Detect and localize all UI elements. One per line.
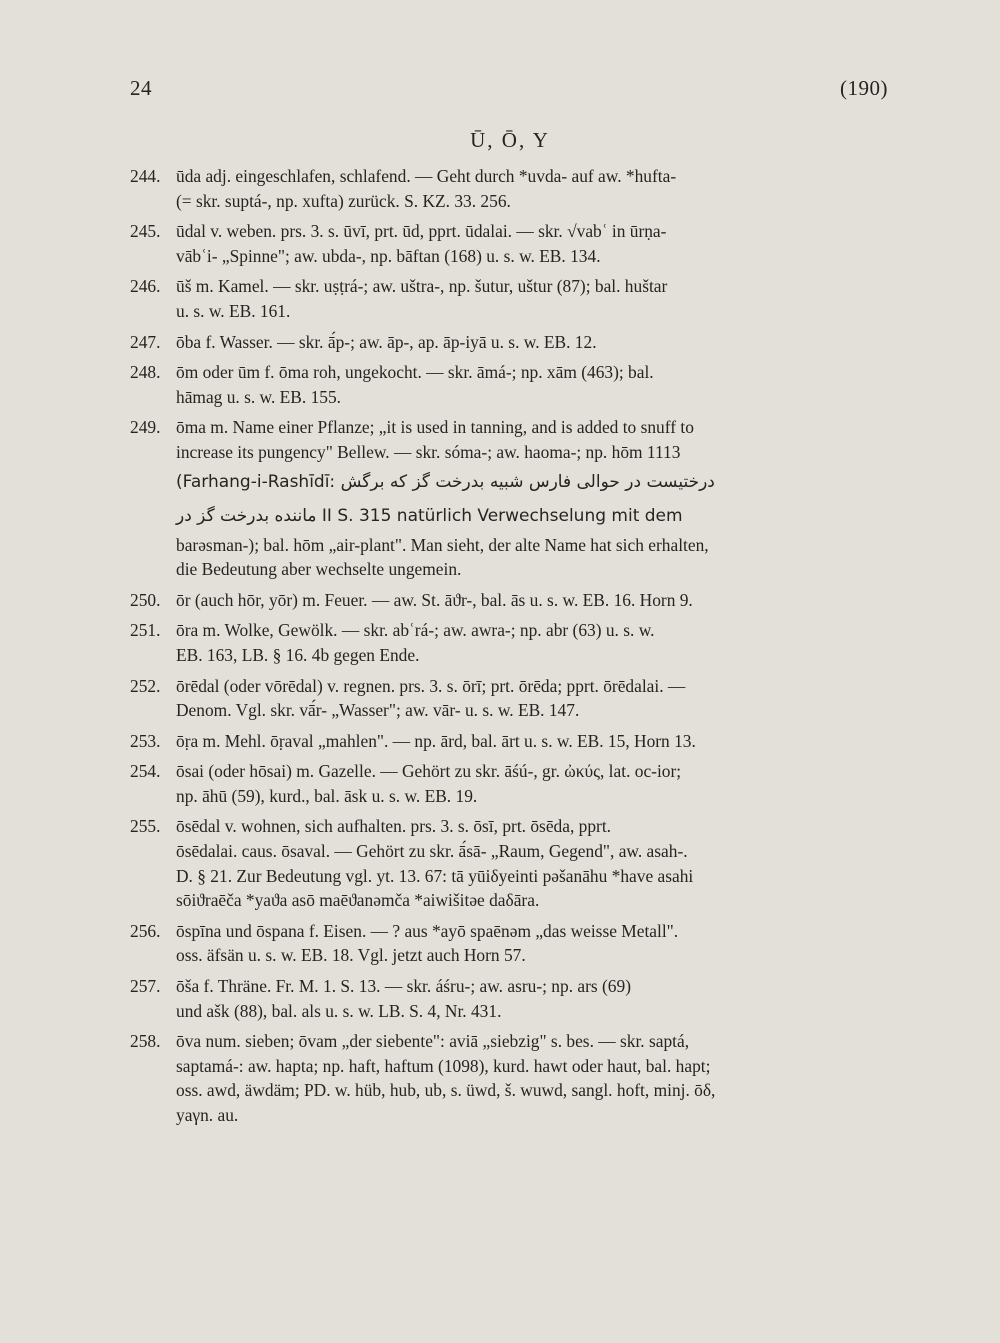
section-heading: Ū, Ō, Y	[470, 128, 550, 152]
entry-line: ōra m. Wolke, Gewölk. — skr. abʿrá-; aw. awra-; np. abr (63) u. s. w.	[176, 620, 655, 641]
entry-number: 249.	[130, 417, 161, 438]
entry-line: ōma m. Name einer Pflanze; „it is used in tanning, and is added to snuff to	[176, 417, 694, 438]
entry-line: increase its pungency" Bellew. — skr. sóma-; aw. haoma-; np. hōm 1113	[176, 441, 681, 462]
entry-line: ōva num. sieben; ōvam „der siebente": aviā „siebzig" s. bes. — skr. saptá,	[176, 1031, 690, 1052]
entry-line: ōm oder ūm f. ōma roh, ungekocht. — skr. āmá-; np. xām (463); bal.	[176, 362, 654, 383]
entry-line: ōrēdal (oder vōrēdal) v. regnen. prs. 3. s. ōrī; prt. ōrēda; pprt. ōrēdalai. —	[176, 675, 686, 696]
entry-line: ōspīna und ōspana f. Eisen. — ? aus *ayō spaēnəm „das weisse Metall".	[176, 920, 679, 941]
entry-number: 251.	[130, 620, 161, 641]
entry-245	[130, 219, 890, 268]
entry-line: und ašk (88), bal. als u. s. w. LB. S. 4, Nr. 431.	[176, 1000, 502, 1021]
entry-line: ōsai (oder hōsai) m. Gazelle. — Gehört zu skr. āśú-, gr. ὠκύς, lat. oc-ior;	[176, 761, 682, 782]
entry-255	[130, 814, 890, 912]
entry-line: ūda adj. eingeschlafen, schlafend. — Geht durch *uvda- auf aw. *hufta-	[176, 166, 677, 186]
entry-line: vābʿi- „Spinne"; aw. ubda-, np. bāftan (168) u. s. w. EB. 134.	[176, 245, 601, 266]
entry-line: ōr (auch hōr, yōr) m. Feuer. — aw. St. āϑr-, bal. ās u. s. w. EB. 16. Horn 9.	[176, 589, 693, 610]
entry-number: 245.	[130, 221, 161, 242]
entry-line: ōṛa m. Mehl. ōṛaval „mahlen". — np. ārd, bal. ārt u. s. w. EB. 15, Horn 13.	[176, 730, 696, 751]
entry-line: yaγn. au.	[176, 1105, 239, 1125]
entry-number: 254.	[130, 761, 161, 782]
original-page-number: (190)	[840, 76, 888, 100]
entry-244	[130, 164, 890, 213]
entry-256	[130, 919, 890, 968]
entry-line: Denom. Vgl. skr. vā́r- „Wasser"; aw. vār- u. s. w. EB. 147.	[176, 700, 580, 721]
entry-250	[130, 588, 890, 613]
entry-line: ōba f. Wasser. — skr. ā́p-; aw. āp-, ap. āp-iyā u. s. w. EB. 12.	[176, 331, 597, 352]
entry-line: u. s. w. EB. 161.	[176, 300, 291, 321]
entry-line: hāmag u. s. w. EB. 155.	[176, 386, 342, 407]
entry-line: ōša f. Thräne. Fr. M. 1. S. 13. — skr. áśru-; aw. asru-; np. ars (69)	[176, 976, 631, 997]
page-number: 24	[130, 76, 152, 100]
entry-number: 252.	[130, 675, 161, 696]
entry-line: saptamá-: aw. hapta; np. haft, haftum (1098), kurd. hawt oder haut, bal. hapt;	[176, 1055, 711, 1076]
entry-line: sōiϑraēča *yaϑa asō maēϑanəmča *aiwišitəe daδāra.	[176, 890, 540, 911]
entry-248	[130, 360, 890, 409]
entry-number: 248.	[130, 362, 161, 383]
entry-251	[130, 618, 890, 667]
entry-number: 247.	[130, 331, 161, 352]
entry-line: ūdal v. weben. prs. 3. s. ūvī, prt. ūd, pprt. ūdalai. — skr. √vabʿ in ūrṇa-	[176, 221, 667, 242]
entry-line: ōsēdal v. wohnen, sich aufhalten. prs. 3. s. ōsī, prt. ōsēda, pprt.	[176, 816, 612, 837]
entry-247	[130, 330, 890, 355]
entry-line: (= skr. suptá-, np. xufta) zurück. S. KZ. 33. 256.	[176, 190, 511, 211]
entry-line: oss. awd, äwdäm; PD. w. hüb, hub, ub, s. üwd, š. wuwd, sangl. hoft, minj. ōδ,	[176, 1080, 716, 1101]
entry-number: 255.	[130, 816, 161, 837]
entry-line: D. § 21. Zur Bedeutung vgl. yt. 13. 67: tā yūiδyeinti pəšanāhu *have asahi	[176, 865, 694, 886]
entry-252	[130, 674, 890, 723]
entry-line: barəsman-); bal. hōm „air-plant". Man sieht, der alte Name hat sich erhalten,	[176, 534, 709, 555]
entry-number: 257.	[130, 976, 161, 997]
entry-number: 250.	[130, 589, 161, 610]
entry-257	[130, 974, 890, 1023]
entry-253	[130, 729, 890, 754]
entry-254	[130, 759, 890, 808]
entry-number: 246.	[130, 276, 161, 297]
entry-line: die Bedeutung aber wechselte ungemein.	[176, 559, 462, 580]
entry-line: ūš m. Kamel. — skr. uṣṭrá-; aw. uštra-, np. šutur, uštur (87); bal. huštar	[176, 276, 668, 297]
entry-line: np. āhū (59), kurd., bal. āsk u. s. w. EB. 19.	[176, 785, 478, 806]
entry-number: 258.	[130, 1031, 161, 1052]
entry-line-persian: ماننده بدرخت گز در II S. 315 natürlich Verwechselung mit dem	[176, 505, 683, 526]
entry-number: 253.	[130, 730, 161, 751]
entry-line: EB. 163, LB. § 16. 4b gegen Ende.	[176, 644, 420, 665]
entry-258	[130, 1029, 890, 1127]
entry-246	[130, 274, 890, 323]
entry-line: ōsēdalai. caus. ōsaval. — Gehört zu skr. ā́sā- „Raum, Gegend", aw. asah-.	[176, 841, 688, 862]
entry-number: 244.	[130, 166, 161, 186]
entry-number: 256.	[130, 920, 161, 941]
entry-249	[130, 415, 890, 581]
dictionary-entries	[130, 164, 890, 1134]
entry-line: oss. äfsän u. s. w. EB. 18. Vgl. jetzt auch Horn 57.	[176, 945, 526, 966]
entry-line-persian: (Farhang-i-Rashīdī: درختیست در حوالی فارس شبیه بدرخت گز که برگش	[176, 471, 715, 492]
